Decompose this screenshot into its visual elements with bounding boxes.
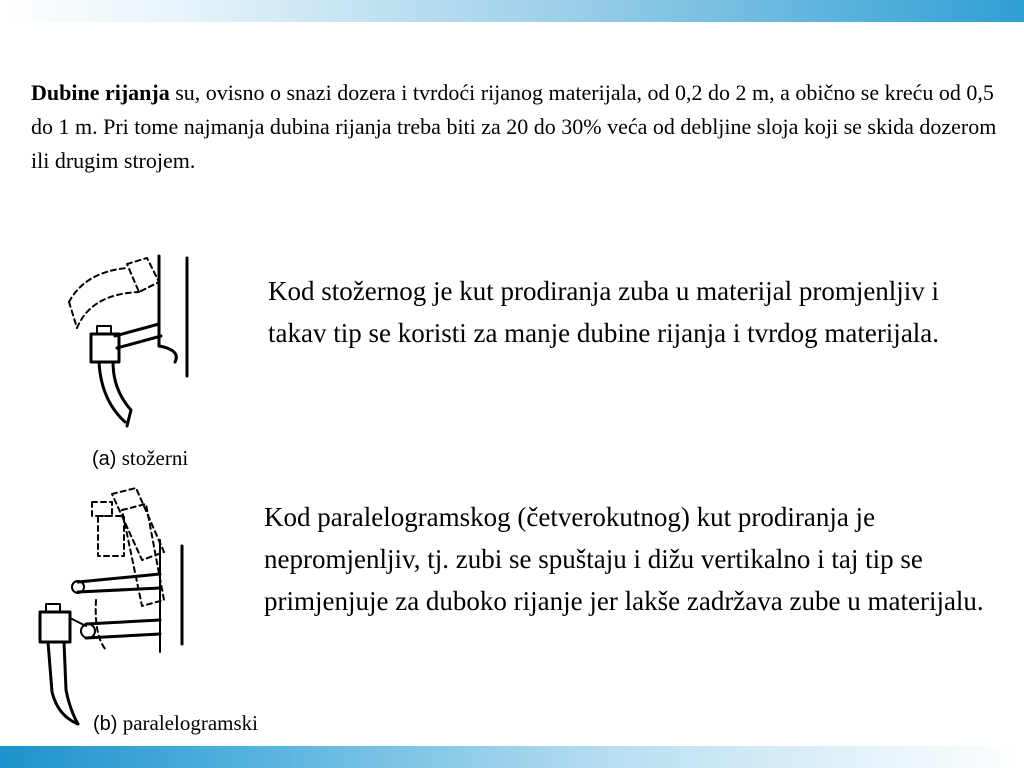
intro-paragraph [31, 76, 1006, 178]
figure-b-label: (b) [93, 713, 118, 735]
figure-a-caption [92, 446, 188, 471]
figure-b-caption-text: paralelogramski [117, 711, 258, 735]
bottom-footer-bar [0, 746, 1024, 768]
top-header-bar [0, 0, 1024, 22]
intro-text: su, ovisno o snazi dozera i tvrdoći rijanog materijala, od 0,2 do 2 m, a obično se kreću od 0,5 do 1 m. Pri tome najmanja dubina rijanja treba biti za 20 do 30% veća od debljine sloja koji se skida dozerom ili drugim strojem. [31, 80, 997, 173]
parallelogram-ripper-description: Kod paralelogramskog (četverokutnog) kut prodiranja je nepromjenljiv, tj. zubi se spuštaju i dižu vertikalno i taj tip se primjenjuje za duboko rijanje jer lakše zadržava zube u materijalu. [264, 502, 984, 616]
intro-bold-term: Dubine rijanja [31, 80, 170, 105]
pivot-ripper-diagram [55, 250, 195, 435]
pivot-ripper-description: Kod stožernog je kut prodiranja zuba u materijal promjenljiv i takav tip se koristi za manje dubine rijanja i tvrdog materijala. [268, 276, 940, 348]
figure-a-label: (a) [92, 448, 117, 470]
parallelogram-ripper-diagram [34, 480, 194, 730]
figure-a-caption-text: stožerni [116, 446, 189, 470]
figure-b-caption [93, 711, 258, 736]
